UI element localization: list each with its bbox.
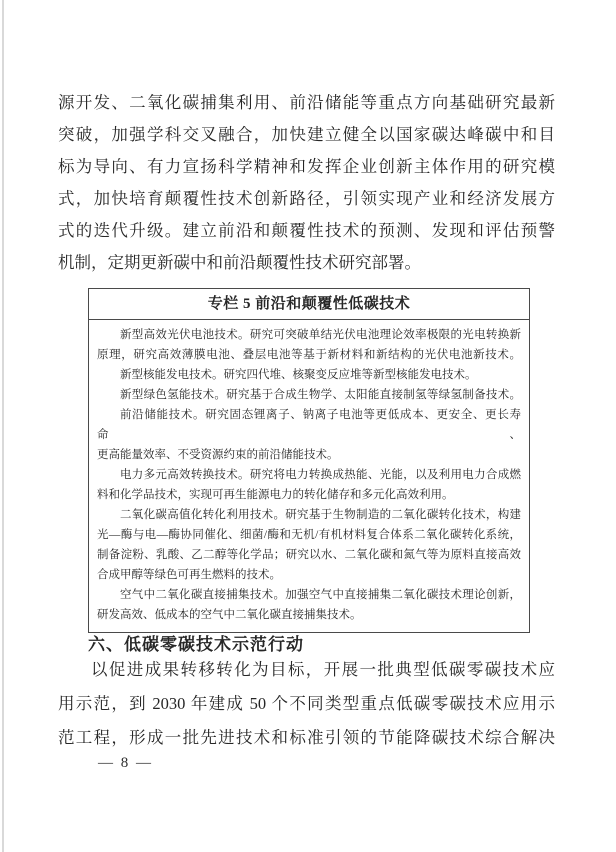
page-number: — 8 — xyxy=(98,755,153,771)
text-line: 料和化学品技术，实现可再生能源电力的转化储存和多元化高效利用。 xyxy=(97,489,454,501)
text-line: 合成甲醇等绿色可再生燃料的技术。 xyxy=(97,569,281,581)
column-box-frontier-low-carbon-tech xyxy=(88,288,530,633)
text-line: 原理，研究高效薄膜电池、叠层电池等基于新材料和新结构的光伏电池新技术。 xyxy=(97,349,521,361)
text-line: 新型绿色氢能技术。研究基于合成生物学、太阳能直接制氢等绿氢制备技术。 xyxy=(120,389,521,401)
text-line: 以促进成果转移转化为目标，开展一批典型低碳零碳技术应 xyxy=(91,660,555,679)
text-line: 新型高效光伏电池技术。研究可突破单结光伏电池理论效率极限的光电转换新 xyxy=(120,329,521,341)
text-line: 范工程，形成一批先进技术和标准引领的节能降碳技术综合解决 xyxy=(58,728,555,747)
text-line: 突破，加强学科交叉融合，加快建立健全以国家碳达峰碳中和目 xyxy=(58,125,555,144)
text-line: 制备淀粉、乳酸、乙二醇等化学品；研究以水、二氧化碳和氮气等为原料直接高效 xyxy=(97,549,521,561)
text-line: 更高能量效率、不受资源约束的前沿储能技术。 xyxy=(97,449,339,461)
text-line: 式，加快培育颠覆性技术创新路径，引领实现产业和经济发展方 xyxy=(58,189,555,208)
text-line: 前沿储能技术。研究固态锂离子、钠离子电池等更低成本、更安全、更长寿命、 xyxy=(97,409,521,441)
intro-paragraph xyxy=(58,87,555,279)
text-line: 电力多元高效转换技术。研究将电力转换成热能、光能，以及利用电力合成燃 xyxy=(120,469,521,481)
text-line: 机制，定期更新碳中和前沿颠覆性技术研究部署。 xyxy=(58,253,421,272)
text-line: 光—酶与电—酶协同催化、细菌/酶和无机/有机材料复合体系二氧化碳转化系统， xyxy=(97,529,521,541)
text-line: 新型核能发电技术。研究四代堆、核聚变反应堆等新型核能发电技术。 xyxy=(120,369,477,381)
text-line: 标为导向、有力宣扬科学精神和发挥企业创新主体作用的研究模 xyxy=(58,157,555,176)
section-paragraph xyxy=(58,653,555,755)
text-line: 研发高效、低成本的空气中二氧化碳直接捕集技术。 xyxy=(97,609,362,621)
text-line: 源开发、二氧化碳捕集利用、前沿储能等重点方向基础研究最新 xyxy=(58,93,555,112)
panel-title: 专栏 5 前沿和颠覆性低碳技术 xyxy=(89,289,529,320)
section-heading: 六、低碳零碳技术示范行动 xyxy=(88,635,304,654)
text-line: 二氧化碳高值化转化利用技术。研究基于生物制造的二氧化碳转化技术，构建 xyxy=(120,509,521,521)
text-line: 空气中二氧化碳直接捕集技术。加强空气中直接捕集二氧化碳技术理论创新， xyxy=(120,589,521,601)
text-line: 用示范，到 2030 年建成 50 个不同类型重点低碳零碳技术应用示 xyxy=(58,694,555,713)
scan-edge-artifact xyxy=(2,0,4,852)
text-line: 式的迭代升级。建立前沿和颠覆性技术的预测、发现和评估预警 xyxy=(58,221,555,240)
panel-body xyxy=(89,320,529,632)
